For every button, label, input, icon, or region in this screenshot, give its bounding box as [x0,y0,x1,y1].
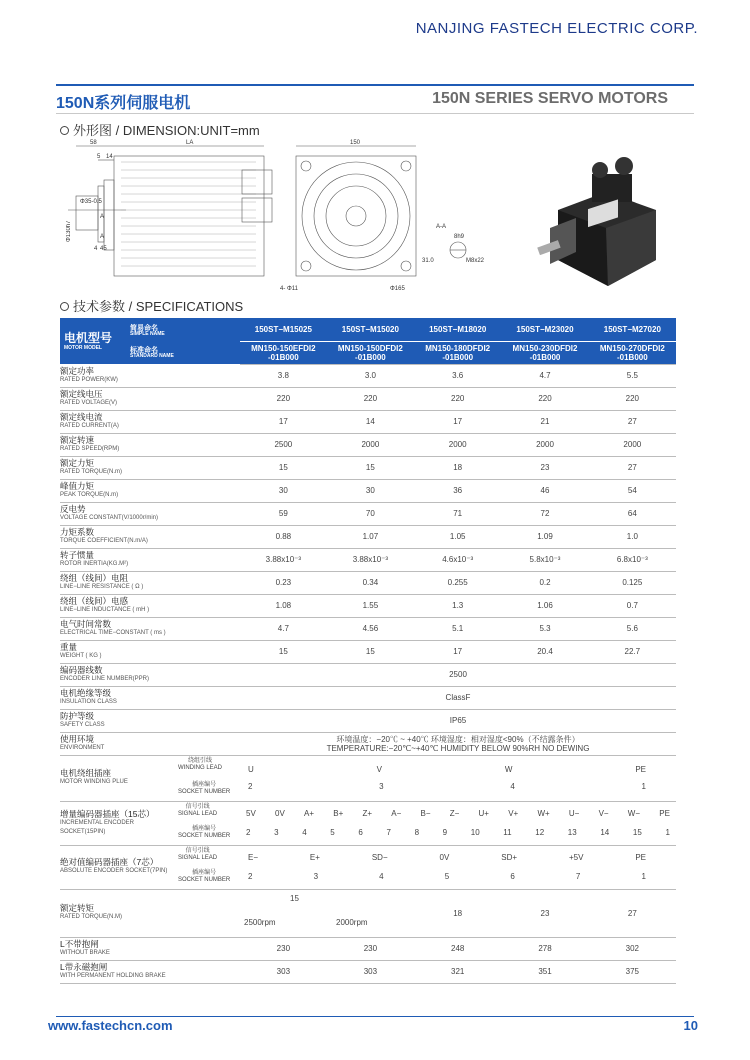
spec-value: 1.0 [589,525,676,548]
dimension-drawing [66,138,536,298]
spec-value: 18 [414,456,501,479]
specs-heading-text: 技术参数 / SPECIFICATIONS [73,299,244,314]
pin-cell: 3 [313,872,319,881]
row-label: 绕组（线间）电感 LINE−LINE INDUCTANCE ( mH ) [60,594,240,617]
pin-cell: W− [627,809,641,818]
spec-value: 5.3 [501,617,588,640]
pin-cell: 4 [379,872,384,881]
row-label: 峰值力矩 PEAK TORQUE(N.m) [60,479,240,502]
row-label: 绝对值编码器插座（7芯） ABSOLUTE ENCODER SOCKET(7PIN) 信号引线 SIGNAL LEAD 插座编号 SOCKET NUMBER [60,845,240,889]
row-label: 额定线电压 RATED VOLTAGE(V) [60,387,240,410]
dim-11: 4- Φ11 [280,286,299,292]
row-label: L不带抱闸 WITHOUT BRAKE [60,937,240,960]
spec-value: 0.125 [589,571,676,594]
with-brake-2: 303 [327,960,414,983]
row-label: 重量 WEIGHT ( KG ) [60,640,240,663]
pin-cell: U− [568,809,580,818]
no-brake-1: 230 [240,937,327,960]
pin-cell: 9 [442,828,448,837]
pin-cell: 5 [330,828,335,837]
spec-value: 46 [501,479,588,502]
spec-value: 0.23 [240,571,327,594]
spec-value: 15 [327,456,414,479]
pin-cell: 13 [567,828,577,837]
dim-150: 150 [350,140,361,146]
spec-value: 3.6 [414,364,501,387]
spec-value: 27 [589,410,676,433]
pin-cell: W+ [537,809,550,818]
spec-value: 1.3 [414,594,501,617]
row-label: 编码器线数 ENCODER LINE NUMBER(PPR) [60,663,240,686]
row-label: 电气时间常数 ELECTRICAL TIME−CONSTANT ( ms ) [60,617,240,640]
spec-value: 4.56 [327,617,414,640]
spec-value: 0.2 [501,571,588,594]
incremental-row [60,801,676,845]
spec-value: 220 [589,387,676,410]
row-label: 额定转速 RATED SPEED(RPM) [60,433,240,456]
spec-row [60,525,676,548]
spec-row [60,410,676,433]
spec-value: 1.06 [501,594,588,617]
pin-cell: 8 [414,828,420,837]
no-brake-row [60,937,676,960]
dim-31: 31.0 [422,258,434,264]
spec-value: 0.255 [414,571,501,594]
no-brake-4: 278 [501,937,588,960]
row-label: 额定线电流 RATED CURRENT(A) [60,410,240,433]
page-number: 10 [683,1018,698,1033]
dim-14: 14 [106,154,113,160]
bullet-circle-icon [60,126,69,135]
environment-value [240,732,676,755]
spec-value: 15 [240,456,327,479]
spec-value: 14 [327,410,414,433]
spec-row [60,456,676,479]
winding-row [60,755,676,801]
title-top-rule [56,84,694,86]
spec-value: 30 [327,479,414,502]
spec-value: 220 [414,387,501,410]
spec-value: 21 [501,410,588,433]
model-cn: 电机型号 [64,330,113,345]
incremental-grid [240,801,676,845]
simple-en: SIMPLE NAME [130,330,165,337]
rated-torque-row [60,889,676,937]
spec-value: 2000 [414,433,501,456]
row-label: 电机绕组插座 MOTOR WINDING PLUE 绕组引线 WINDING LEAD 插座编号 SOCKET NUMBER [60,755,240,801]
dim-165: Φ165 [390,286,405,292]
dim-8h9: 8h9 [454,234,465,240]
pin-cell: 5V [246,809,256,818]
pin-cell: 0V [439,853,450,862]
spec-value: 5.5 [589,364,676,387]
spec-value: 36 [414,479,501,502]
pin-cell: 0V [275,809,285,818]
pin-cell: 10 [470,828,480,837]
spec-row [60,479,676,502]
with-brake-4: 351 [501,960,588,983]
row-label: 使用环境 ENVIRONMENT [60,732,240,755]
pin-cell: 3 [274,828,279,837]
spec-value: 59 [240,502,327,525]
pin-cell: 14 [600,828,610,837]
pin-cell: 1 [665,828,670,837]
dimension-heading-text: 外形图 / DIMENSION:UNIT=mm [73,123,260,138]
rated-torque-speed1: 2500rpm [244,917,276,927]
pin-cell: SD+ [501,853,518,862]
title-bottom-rule [56,113,694,114]
row-label: 额定功率 RATED POWER(KW) [60,364,240,387]
spec-value: 70 [327,502,414,525]
absolute-grid [240,845,676,889]
spec-row [60,640,676,663]
with-brake-row [60,960,676,983]
simple-name-4: 150ST−M23020 [501,318,588,341]
spec-row [60,364,676,387]
company-name: NANJING FASTECH ELECTRIC CORP. [415,20,698,37]
dim-4: 4 [94,246,98,252]
absolute-row [60,845,676,889]
rated-torque-15: 15 [290,893,299,903]
spec-row [60,387,676,410]
std-name-5: MN150-270DFDI2 -01B000 [589,341,676,364]
pin-cell: W [504,765,513,774]
pin-cell: B+ [333,809,344,818]
simple-name-3: 150ST−M18020 [414,318,501,341]
pin-cell: U+ [478,809,489,818]
with-brake-1: 303 [240,960,327,983]
winding-grid [240,755,676,801]
pin-cell: Z+ [362,809,373,818]
spec-row [60,571,676,594]
insulation-row [60,686,676,709]
spec-value: 5.1 [414,617,501,640]
no-brake-2: 230 [327,937,414,960]
model-en: MOTOR MODEL [64,344,102,351]
simple-name-5: 150ST−M27020 [589,318,676,341]
spec-value: 1.55 [327,594,414,617]
row-label: 额定力矩 RATED TORQUE(N.m) [60,456,240,479]
row-label: L带永磁抱闸 WITH PERMANENT HOLDING BRAKE [60,960,240,983]
pin-cell: Z− [449,809,460,818]
std-name-3: MN150-180DFDI2 -01B000 [414,341,501,364]
pin-cell: 15 [632,828,642,837]
environment-line-en: TEMPERATURE:−20℃~+40℃ HUMIDITY BELOW 90%RH NO DEWING [326,743,590,753]
pin-cell: PE [635,765,646,774]
dimension-heading [60,120,260,139]
spec-value: 23 [501,456,588,479]
encoder-row [60,663,676,686]
pin-cell: 4 [302,828,307,837]
row-label: 防护等级 SAFETY CLASS [60,709,240,732]
title-bar [56,84,694,114]
spec-row [60,617,676,640]
pin-cell: 12 [535,828,545,837]
std-name-2: MN150-150DFDI2 -01B000 [327,341,414,364]
dim-la: LA [186,140,194,146]
environment-row [60,732,676,755]
dim-m8: M8x22 [466,258,485,264]
spec-value: 1.08 [240,594,327,617]
spec-value: 1.05 [414,525,501,548]
spec-row [60,548,676,571]
pin-cell: B− [420,809,431,818]
no-brake-5: 302 [589,937,676,960]
rated-torque-4: 23 [501,889,588,937]
spec-value: 17 [414,640,501,663]
pin-cell: A− [391,809,402,818]
spec-value: 1.07 [327,525,414,548]
spec-row [60,502,676,525]
pin-cell: PE [659,809,670,818]
spec-value: 4.7 [501,364,588,387]
pin-cell: 4 [510,782,515,791]
spec-value: 4.7 [240,617,327,640]
spec-rows [60,364,676,663]
spec-value: 2000 [501,433,588,456]
row-label: 电机绝缘等级 INSULATION CLASS [60,686,240,709]
pin-cell: E+ [309,853,320,862]
environment-line-cn: 环境温度：−20℃ ~ +40℃ 环境湿度：相对湿度<90%（不结露条件） [336,734,580,744]
simple-cn: 简易命名 [130,324,158,332]
spec-value: 3.8 [240,364,327,387]
row-label: 反电势 VOLTAGE CONSTANT(V/1000r/min) [60,502,240,525]
footer-url[interactable]: www.fastechcn.com [48,1018,173,1033]
motor-model-header [60,318,240,364]
std-name-4: MN150-230DFDI2 -01B000 [501,341,588,364]
spec-value: 220 [501,387,588,410]
specs-heading [60,296,243,315]
spec-value: 4.6x10⁻³ [414,548,501,571]
insulation-value: ClassF [240,686,676,709]
spec-value: 3.88x10⁻³ [240,548,327,571]
pin-cell: E− [248,853,259,862]
spec-value: 72 [501,502,588,525]
pin-cell: 5 [444,872,450,881]
spec-value: 220 [240,387,327,410]
spec-row [60,594,676,617]
pin-cell: 2 [248,782,253,791]
pin-cell: +5V [568,853,584,862]
spec-value: 2500 [240,433,327,456]
spec-value: 71 [414,502,501,525]
pin-cell: A+ [304,809,315,818]
spec-value: 17 [414,410,501,433]
pin-cell: 7 [575,872,581,881]
page-title-en: 150N SERIES SERVO MOTORS [432,90,668,107]
spec-value: 2000 [327,433,414,456]
spec-value: 2000 [589,433,676,456]
pin-cell: 6 [510,872,515,881]
with-brake-5: 375 [589,960,676,983]
safety-value: IP65 [240,709,676,732]
rated-torque-5: 27 [589,889,676,937]
spec-table [60,318,676,984]
dim-aa: A-A [436,224,447,230]
pin-cell: 2 [248,872,253,881]
pin-cell: 7 [386,828,391,837]
pin-cell: 1 [641,782,646,791]
table-header-row-simple [60,318,676,341]
simple-name-2: 150ST−M15020 [327,318,414,341]
spec-value: 5.8x10⁻³ [501,548,588,571]
std-en: STANDARD NAME [130,352,174,359]
dim-45: 45 [100,246,107,252]
std-cn: 标准命名 [130,346,158,354]
pin-cell: U [248,765,254,774]
row-label: 转子惯量 ROTOR INERTIA(KG.M²) [60,548,240,571]
simple-name-1: 150ST−M15025 [240,318,327,341]
dim-58: 58 [90,140,97,146]
spec-value: 20.4 [501,640,588,663]
row-label: 绕组（线间）电阻 LINE−LINE RESISTANCE ( Ω ) [60,571,240,594]
dim-35: Φ35-0.5 [80,199,102,205]
with-brake-3: 321 [414,960,501,983]
pin-cell: SD− [371,853,388,862]
pin-cell: 3 [379,782,384,791]
spec-value: 3.88x10⁻³ [327,548,414,571]
spec-value: 15 [327,640,414,663]
footer-rule [56,1016,694,1017]
spec-value: 30 [240,479,327,502]
no-brake-3: 248 [414,937,501,960]
pin-cell: PE [635,853,646,862]
std-name-1: MN150-150EFDI2 -01B000 [240,341,327,364]
pin-cell: 1 [641,872,646,881]
pin-cell: 11 [503,828,512,837]
encoder-value: 2500 [240,663,676,686]
spec-value: 54 [589,479,676,502]
spec-row [60,433,676,456]
page-title-cn: 150N系列伺服电机 [56,95,191,112]
spec-value: 6.8x10⁻³ [589,548,676,571]
spec-value: 3.0 [327,364,414,387]
pin-cell: 2 [246,828,251,837]
row-label: 额定转矩 RATED TORQUE(N.M) [60,889,240,937]
pin-cell: V+ [508,809,519,818]
rated-torque-3: 18 [414,889,501,937]
spec-value: 0.7 [589,594,676,617]
dim-a-top: A [100,214,105,220]
row-label: 增量编码器插座（15芯） INCREMENTAL ENCODER SOCKET(15PIN) 信号引线 SIGNAL LEAD 插座编号 SOCKET NUMBER [60,801,240,845]
motor-photo [536,148,676,296]
dim-a-bottom: A [100,234,105,240]
spec-value: 64 [589,502,676,525]
spec-value: 27 [589,456,676,479]
spec-value: 220 [327,387,414,410]
spec-value: 15 [240,640,327,663]
rated-torque-split [240,889,414,937]
spec-value: 0.34 [327,571,414,594]
pin-cell: V− [598,809,609,818]
bullet-circle-icon [60,302,69,311]
pin-cell: V [376,765,382,774]
spec-value: 1.09 [501,525,588,548]
dim-5: 5 [97,154,101,160]
rated-torque-speed2: 2000rpm [336,917,368,927]
safety-row [60,709,676,732]
spec-value: 22.7 [589,640,676,663]
spec-value: 5.6 [589,617,676,640]
spec-value: 17 [240,410,327,433]
spec-value: 0.88 [240,525,327,548]
pin-cell: 6 [358,828,363,837]
dim-130: Φ130h7 [66,220,72,242]
row-label: 力矩系数 TORQUE COEFFICIENT(N.m/A) [60,525,240,548]
